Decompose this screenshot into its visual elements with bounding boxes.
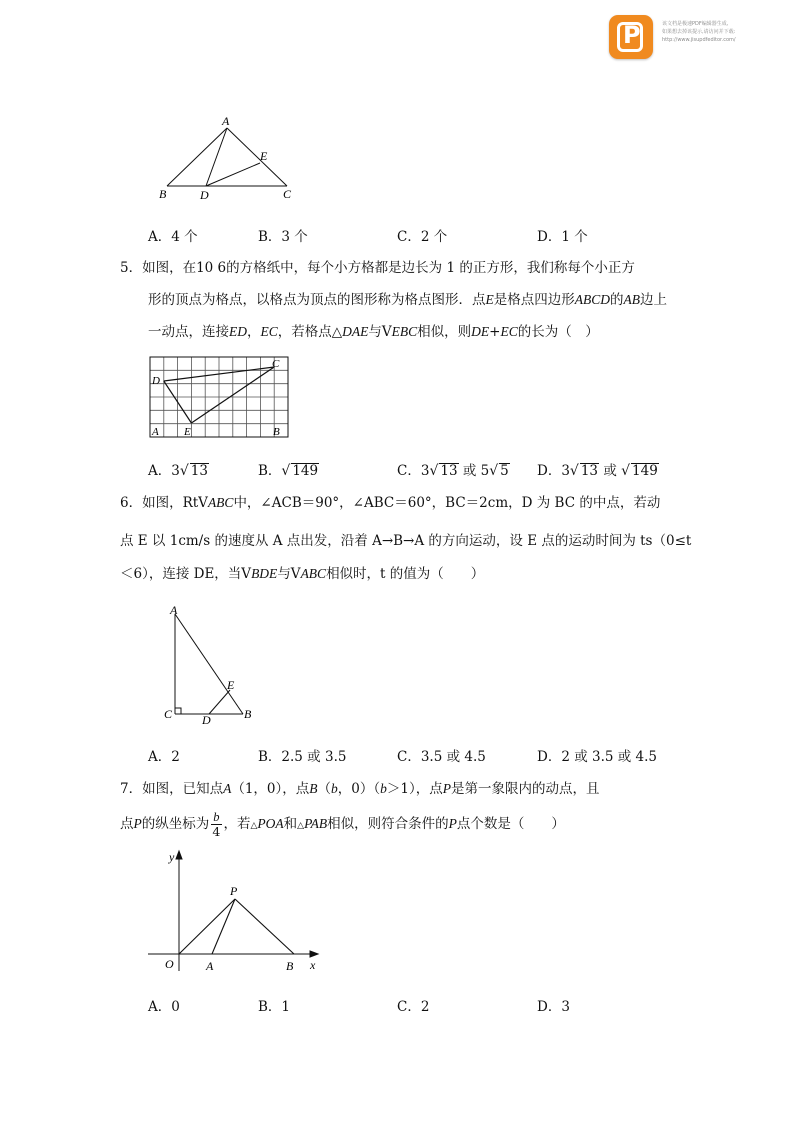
q7-option-a[interactable]: A．0 — [148, 999, 180, 1015]
q7-label-b: B — [286, 959, 294, 973]
q7-fraction: $\frac{b}{4}$ — [212, 810, 221, 839]
q7-segment-ap — [212, 899, 235, 954]
q4-segment-ad — [206, 128, 227, 186]
q5-grid-figure — [148, 355, 293, 441]
q6-option-d[interactable]: D．2 或 3.5 或 4.5 — [537, 749, 658, 765]
q4-label-a: A — [222, 114, 230, 128]
q7-label-x: x — [310, 958, 316, 972]
watermark-text — [662, 20, 736, 44]
q6-figure — [160, 600, 265, 725]
q6-label-e: E — [227, 678, 235, 692]
q4-segment-ac — [227, 128, 287, 186]
q7-y-axis-arrow-icon — [176, 851, 182, 859]
q7-segment-pb — [235, 899, 294, 954]
q5-label-c: C — [272, 358, 280, 370]
q7-line-2: 点P的纵坐标为 $\frac{b}{4}$ ，若△POA和△PAB相似，则符合条件的P点个数是（ ） — [120, 810, 565, 839]
q5-option-c[interactable]: C．3√ 13 或 5√ 5 — [397, 463, 509, 479]
q5-line-2: 形的顶点为格点，以格点为顶点的图形称为格点图形．点E是格点四边形ABCD的AB边上 — [148, 292, 667, 308]
q7-label-o: O — [165, 957, 174, 971]
q5-line-1: 5．如图，在10 6的方格纸中，每个小方格都是边长为 1 的正方形，我们称每个小正方 — [120, 260, 635, 276]
q6-option-a[interactable]: A．2 — [148, 749, 180, 765]
q4-label-d: D — [200, 188, 209, 202]
q6-label-c: C — [164, 707, 173, 721]
q6-line-1: 6．如图，RtVABC中，∠ACB＝90°，∠ABC＝60°，BC＝2cm，D 为 BC 的中点，若动 — [120, 495, 661, 511]
q5-option-b[interactable]: B．√ 149 — [258, 463, 319, 479]
q5-line-3: 一动点，连接ED，EC，若格点△DAE与VEBC相似，则DE+EC的长为（ ） — [148, 324, 599, 340]
q4-label-e: E — [260, 149, 268, 163]
q6-segment-de — [209, 690, 230, 714]
q7-label-y: y — [169, 850, 175, 864]
q6-label-a: A — [170, 603, 178, 617]
q4-option-b[interactable]: B．3 个 — [258, 229, 308, 245]
q7-option-b[interactable]: B．1 — [258, 999, 291, 1015]
q4-label-b: B — [159, 187, 167, 201]
watermark-line-2: 如果想去掉该提示,请访问并下载: — [662, 29, 736, 35]
q5-label-a: A — [152, 426, 159, 438]
q7-segment-op — [179, 899, 235, 954]
q7-option-d[interactable]: D．3 — [537, 999, 570, 1015]
q7-label-a: A — [206, 959, 214, 973]
q6-segment-ab — [175, 614, 243, 714]
watermark-line-1: 该文档是极速PDF编辑器生成, — [662, 21, 729, 27]
q7-x-axis-arrow-icon — [310, 951, 318, 957]
q7-line-1: 7．如图，已知点A（1，0），点B（b，0）（b＞1），点P是第一象限内的动点，且 — [120, 781, 600, 797]
q6-line-2: 点 E 以 1cm/s 的速度从 A 点出发，沿着 A→B→A 的方向运动，设 E 点的运动时间为 ts（0≤t — [120, 533, 692, 549]
watermark-line-3: http://www.jisupdfeditor.com/ — [662, 37, 736, 43]
watermark-logo — [609, 15, 653, 59]
q5-label-e: E — [184, 426, 191, 438]
watermark-logo-letter: P — [623, 21, 641, 49]
q4-option-c[interactable]: C．2 个 — [397, 229, 448, 245]
q5-label-b: B — [273, 426, 280, 438]
q7-figure — [146, 845, 331, 975]
q6-label-b: B — [244, 707, 252, 721]
q7-option-c[interactable]: C．2 — [397, 999, 430, 1015]
q6-label-d: D — [202, 713, 211, 725]
q4-segment-ab — [167, 128, 227, 186]
q5-label-d: D — [152, 375, 160, 387]
q6-option-c[interactable]: C．3.5 或 4.5 — [397, 749, 486, 765]
q6-line-3: ＜6），连接 DE，当VBDE与VABC相似时，t 的值为（ ） — [120, 566, 485, 582]
q4-label-c: C — [283, 187, 292, 201]
q6-right-angle-mark — [175, 708, 181, 714]
q4-option-a[interactable]: A．4 个 — [148, 229, 198, 245]
q4-segment-de — [206, 163, 260, 186]
q4-figure — [150, 112, 310, 204]
q5-option-a[interactable]: A．3√ 13 — [148, 463, 208, 479]
q4-option-d[interactable]: D．1 个 — [537, 229, 588, 245]
q5-option-d[interactable]: D．3√ 13 或 √ 149 — [537, 463, 658, 479]
q7-label-p: P — [230, 884, 238, 898]
q6-option-b[interactable]: B．2.5 或 3.5 — [258, 749, 347, 765]
